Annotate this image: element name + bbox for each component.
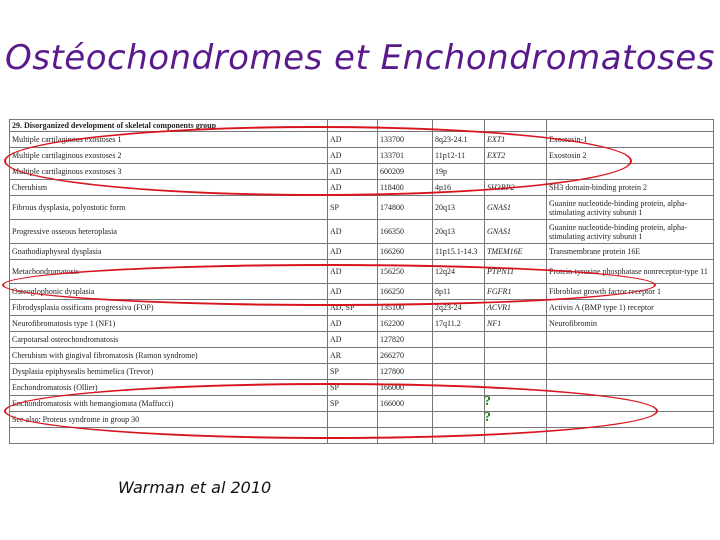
protein [547,164,714,180]
disorder-name: Enchondromatosis (Ollier) [10,380,328,396]
group-header: 29. Disorganized development of skeletal components group [10,120,328,132]
table-row [10,316,714,332]
omim: 166250 [378,284,433,300]
table-row [10,380,714,396]
inheritance: AD [328,244,378,260]
locus [433,364,485,380]
gene [485,348,547,364]
gene: FGFR1 [485,284,547,300]
omim: 600209 [378,164,433,180]
protein [547,332,714,348]
inheritance: AD [328,164,378,180]
omim: 135100 [378,300,433,316]
inheritance [328,412,378,428]
protein: Activin A (BMP type 1) receptor [547,300,714,316]
locus [433,380,485,396]
disorder-name: Multiple cartilaginous exostoses 2 [10,148,328,164]
disorder-name: Gnathodiaphyseal dysplasia [10,244,328,260]
protein [547,380,714,396]
question-mark-maffucci: ? [484,410,491,425]
disorder-name: Cherubism [10,180,328,196]
locus: 12q24 [433,260,485,284]
table-row [10,180,714,196]
inheritance: SP [328,196,378,220]
protein: Fibroblast growth factor receptor 1 [547,284,714,300]
protein: Guanine nucleotide-binding protein, alpha-stimulating activity subunit 1 [547,220,714,244]
inheritance: AD [328,220,378,244]
protein [547,348,714,364]
protein: Exostosin 2 [547,148,714,164]
disorder-name: Metachondromatosis [10,260,328,284]
gene: GNAS1 [485,220,547,244]
gene: TMEM16E [485,244,547,260]
locus: 2q23-24 [433,300,485,316]
omim: 156250 [378,260,433,284]
table-row [10,332,714,348]
table-row [10,244,714,260]
inheritance: SP [328,364,378,380]
protein: Guanine nucleotide-binding protein, alpha-stimulating activity subunit 1 [547,196,714,220]
omim: 166000 [378,380,433,396]
disorder-name: Progressive osseous heteroplasia [10,220,328,244]
omim: 166260 [378,244,433,260]
disorder-name: Dysplasia epiphysealis hemimelica (Trevor) [10,364,328,380]
inheritance: AD [328,284,378,300]
locus: 8q23-24.1 [433,132,485,148]
omim: 133700 [378,132,433,148]
table-group-header-row [10,120,714,132]
disorder-name: Cherubism with gingival fibromatosis (Ramon syndrome) [10,348,328,364]
locus: 8p11 [433,284,485,300]
protein [547,412,714,428]
locus: 19p [433,164,485,180]
inheritance: SP [328,380,378,396]
gene: EXT1 [485,132,547,148]
table-row [10,164,714,180]
table-row [10,196,714,220]
locus [433,412,485,428]
disorder-name: Fibrous dysplasia, polyostotic form [10,196,328,220]
table-row [10,148,714,164]
locus: 20q13 [433,196,485,220]
question-mark-ollier: ? [484,394,491,409]
omim: 174800 [378,196,433,220]
inheritance: AD [328,180,378,196]
disorder-name: Multiple cartilaginous exostoses 1 [10,132,328,148]
slide-title: Ostéochondromes et Enchondromatoses [4,38,716,78]
disorder-name: Multiple cartilaginous exostoses 3 [10,164,328,180]
table-row [10,396,714,412]
gene: NF1 [485,316,547,332]
gene [485,164,547,180]
gene: EXT2 [485,148,547,164]
table-row [10,220,714,244]
protein [547,396,714,412]
protein: Transmembrane protein 16E [547,244,714,260]
table-row [10,300,714,316]
protein: Exostosin-1 [547,132,714,148]
inheritance: AR [328,348,378,364]
gene: ACVR1 [485,300,547,316]
inheritance: AD [328,132,378,148]
disorder-name: Fibrodysplasia ossificans progressiva (FOP) [10,300,328,316]
citation: Warman et al 2010 [118,478,272,497]
protein: SH3 domain-binding protein 2 [547,180,714,196]
inheritance: AD [328,260,378,284]
locus: 17q11.2 [433,316,485,332]
protein: Protein-tyrosine phosphatase nonreceptor-type 11 [547,260,714,284]
table-row [10,260,714,284]
gene [485,364,547,380]
disorder-name: Osteoglophonic dysplasia [10,284,328,300]
omim: 162200 [378,316,433,332]
gene [485,332,547,348]
table-row [10,412,714,428]
protein [547,364,714,380]
inheritance: SP [328,396,378,412]
locus [433,332,485,348]
gene: PTPN11 [485,260,547,284]
omim: 118400 [378,180,433,196]
gene [485,412,547,428]
table-row [10,364,714,380]
locus: 11p15.1-14.3 [433,244,485,260]
protein: Neurofibromin [547,316,714,332]
table-row [10,284,714,300]
disorder-table-container [9,119,713,446]
disorder-name: Neurofibromatosis type 1 (NF1) [10,316,328,332]
locus [433,348,485,364]
locus: 4p16 [433,180,485,196]
table-row-empty [10,428,714,444]
inheritance: AD, SP [328,300,378,316]
omim: 166000 [378,396,433,412]
locus: 11p12-11 [433,148,485,164]
gene [485,380,547,396]
omim [378,412,433,428]
disorder-name: See also: Proteus syndrome in group 30 [10,412,328,428]
table-row [10,348,714,364]
omim: 166350 [378,220,433,244]
inheritance: AD [328,332,378,348]
omim: 133701 [378,148,433,164]
disorder-name: Enchondromatosis with hemangiomata (Maffucci) [10,396,328,412]
inheritance: AD [328,316,378,332]
omim: 127800 [378,364,433,380]
disorder-name: Carpotarsal osteochondromatosis [10,332,328,348]
gene [485,396,547,412]
omim: 266270 [378,348,433,364]
locus [433,396,485,412]
omim: 127820 [378,332,433,348]
table-row [10,132,714,148]
locus: 20q13 [433,220,485,244]
gene: GNAS1 [485,196,547,220]
disorder-table [9,119,714,444]
inheritance: AD [328,148,378,164]
gene: SH3BP2 [485,180,547,196]
